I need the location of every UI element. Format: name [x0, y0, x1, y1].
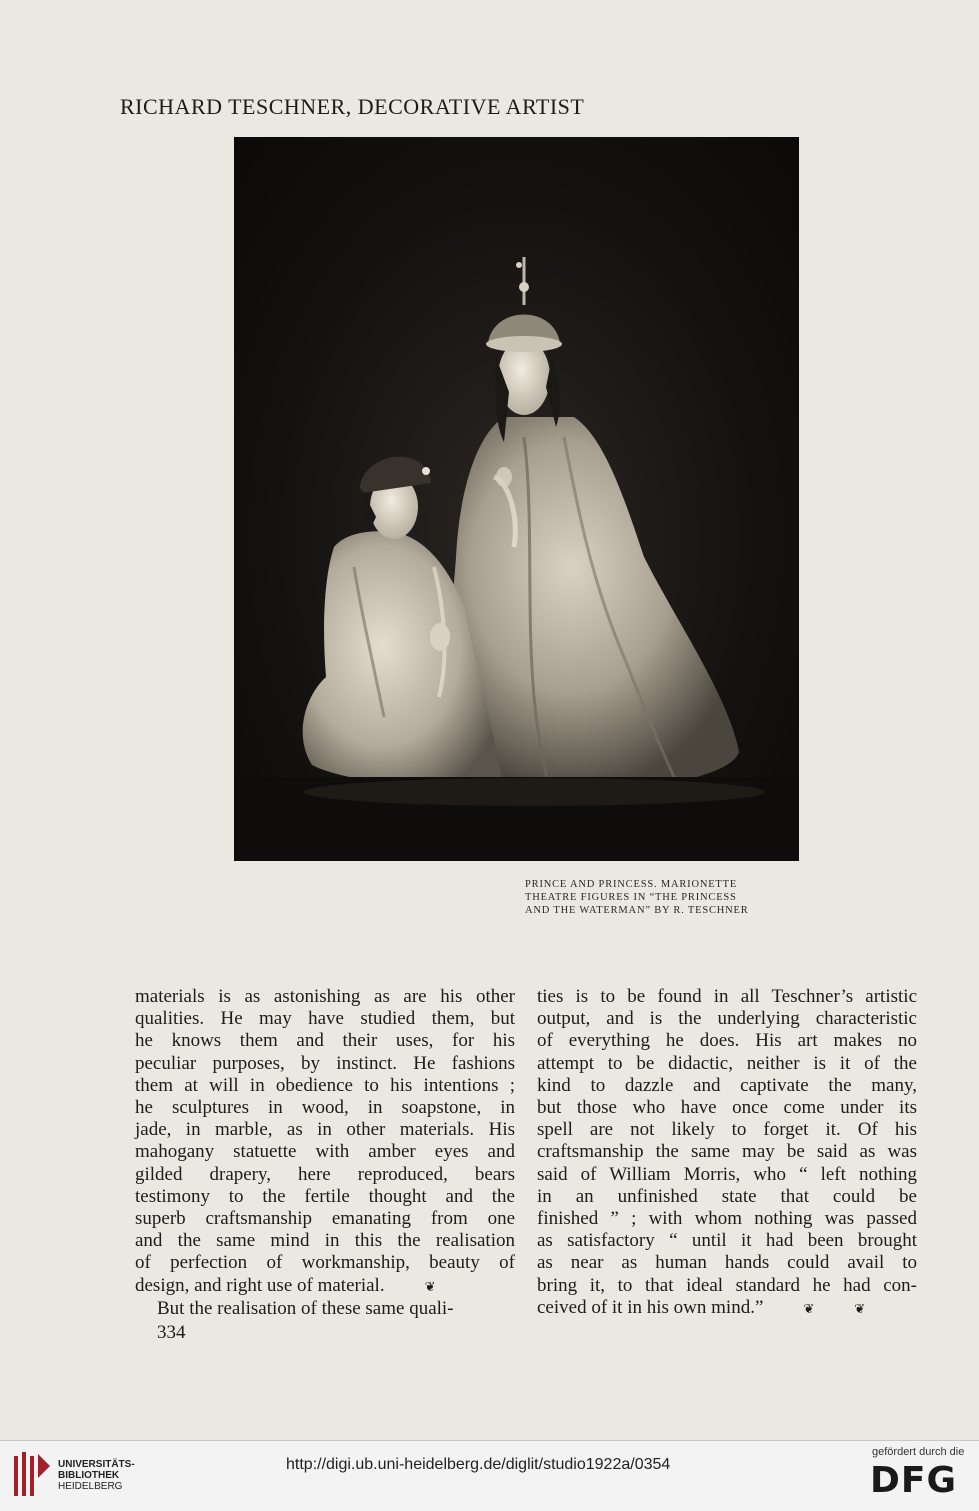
text-line: bring it, to that ideal standard he had con- — [537, 1274, 917, 1296]
text-line: and the same mind in this the realisation — [135, 1230, 515, 1252]
text-line: he sculptures in wood, in soapstone, in — [135, 1097, 515, 1119]
caption-line: AND THE WATERMAN” BY R. TESCHNER — [525, 905, 749, 916]
text-line: attempt to be didactic, neither is it of the — [537, 1052, 917, 1074]
viewer-footer — [0, 1440, 979, 1511]
text-line — [135, 1275, 515, 1298]
text-line: gilded drapery, here reproduced, bears — [135, 1163, 515, 1185]
caption-line: THEATRE FIGURES IN “THE PRINCESS — [525, 892, 737, 903]
text-line: mahogany statuette with amber eyes and — [135, 1141, 515, 1163]
university-library-logo-icon[interactable] — [10, 1448, 54, 1502]
leaf-ornament-icon: ❦ — [803, 1300, 815, 1316]
text-line: finished ” ; with whom nothing was passed — [537, 1208, 917, 1230]
text-line: them at will in obedience to his intentions ; — [135, 1074, 515, 1096]
text-line: of perfection of workmanship, beauty of — [135, 1252, 515, 1274]
text-line: in an unfinished state that could be — [537, 1185, 917, 1207]
text-line: materials is as astonishing as are his other — [135, 986, 515, 1007]
text-line: ties is to be found in all Teschner’s artistic — [537, 986, 917, 1007]
page-number: 334 — [157, 1322, 186, 1343]
text-line: he knows them and their uses, for his — [135, 1030, 515, 1052]
leaf-ornament-icon: ❦ — [854, 1300, 866, 1316]
library-name-line: BIBLIOTHEK — [58, 1470, 120, 1481]
left-column — [135, 986, 515, 1320]
text-line — [537, 1297, 917, 1320]
text-line-content: design, and right use of material. — [135, 1274, 385, 1296]
text-line: superb craftsmanship emanating from one — [135, 1208, 515, 1230]
text-line: craftsmanship the same may be said as was — [537, 1141, 917, 1163]
text-line: testimony to the fertile thought and the — [135, 1185, 515, 1207]
text-line: kind to dazzle and captivate the many, — [537, 1074, 917, 1096]
text-line-content: ceived of it in his own mind.” — [537, 1296, 764, 1318]
text-line: peculiar purposes, by instinct. He fashions — [135, 1052, 515, 1074]
text-line: But the realisation of these same quali- — [157, 1297, 454, 1319]
library-name-line: UNIVERSITÄTS- — [58, 1459, 135, 1470]
caption-line: PRINCE AND PRINCESS. MARIONETTE — [525, 879, 738, 890]
text-line: as satisfactory “ until it had been brought — [537, 1230, 917, 1252]
text-line: but those who have once come under its — [537, 1097, 917, 1119]
text-line: of everything he does. His art makes no — [537, 1030, 917, 1052]
text-line: as near as human hands could avail to — [537, 1252, 917, 1274]
text-line: output, and is the underlying characteristic — [537, 1008, 917, 1030]
dfg-logo[interactable]: DFG — [870, 1460, 958, 1501]
document-url-link[interactable]: http://digi.ub.uni-heidelberg.de/diglit/studio1922a/0354 — [286, 1456, 671, 1473]
right-column — [537, 986, 917, 1320]
text-line: jade, in marble, as in other materials. His — [135, 1119, 515, 1141]
library-name[interactable] — [58, 1459, 135, 1492]
leaf-ornament-icon: ❦ — [424, 1278, 436, 1294]
text-line: spell are not likely to forget it. Of his — [537, 1119, 917, 1141]
library-name-line: HEIDELBERG — [58, 1481, 123, 1492]
prince-princess-figures — [234, 137, 799, 861]
funded-by-label: gefördert durch die — [872, 1446, 965, 1458]
photo-caption — [525, 878, 810, 917]
text-line: said of William Morris, who “ left nothing — [537, 1163, 917, 1185]
page-header: RICHARD TESCHNER, DECORATIVE ARTIST — [120, 94, 585, 119]
text-line: qualities. He may have studied them, but — [135, 1008, 515, 1030]
marionette-photograph — [234, 137, 799, 861]
